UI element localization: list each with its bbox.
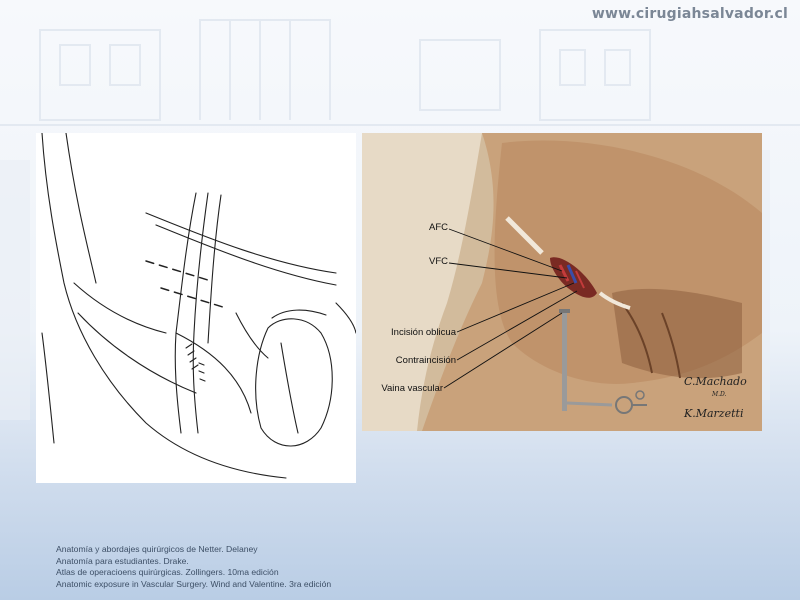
- inguinal-line-drawing: [36, 133, 356, 483]
- label-contraincision: Contraincisión: [395, 355, 456, 366]
- label-afc: AFC: [429, 222, 448, 233]
- surgical-illustration: [362, 133, 762, 431]
- label-vfc: VFC: [429, 256, 448, 267]
- line-drawing-inguinal-incision-icon: [36, 133, 356, 483]
- reference-item: Anatomic exposure in Vascular Surgery. Wind and Valentine. 3ra edición: [56, 578, 332, 589]
- reference-item: Atlas de operacioens quirúrgicas. Zollingers. 10ma edición: [56, 567, 279, 577]
- illustration-canvas: [362, 133, 762, 431]
- references-list: [56, 544, 576, 590]
- label-incision-oblicua: Incisión oblicua: [391, 327, 456, 338]
- signature-marzetti: K.Marzetti: [684, 407, 744, 420]
- reference-item: Anatomía y abordajes quirúrgicos de Netter. Delaney: [56, 544, 258, 554]
- label-vaina-vascular: Vaina vascular: [381, 383, 443, 394]
- reference-item: Anatomía para estudiantes. Drake.: [56, 555, 189, 566]
- site-url: www.cirugiahsalvador.cl: [591, 6, 788, 22]
- signature-machado-md: M.D.: [712, 391, 727, 398]
- signature-machado: C.Machado: [684, 375, 747, 388]
